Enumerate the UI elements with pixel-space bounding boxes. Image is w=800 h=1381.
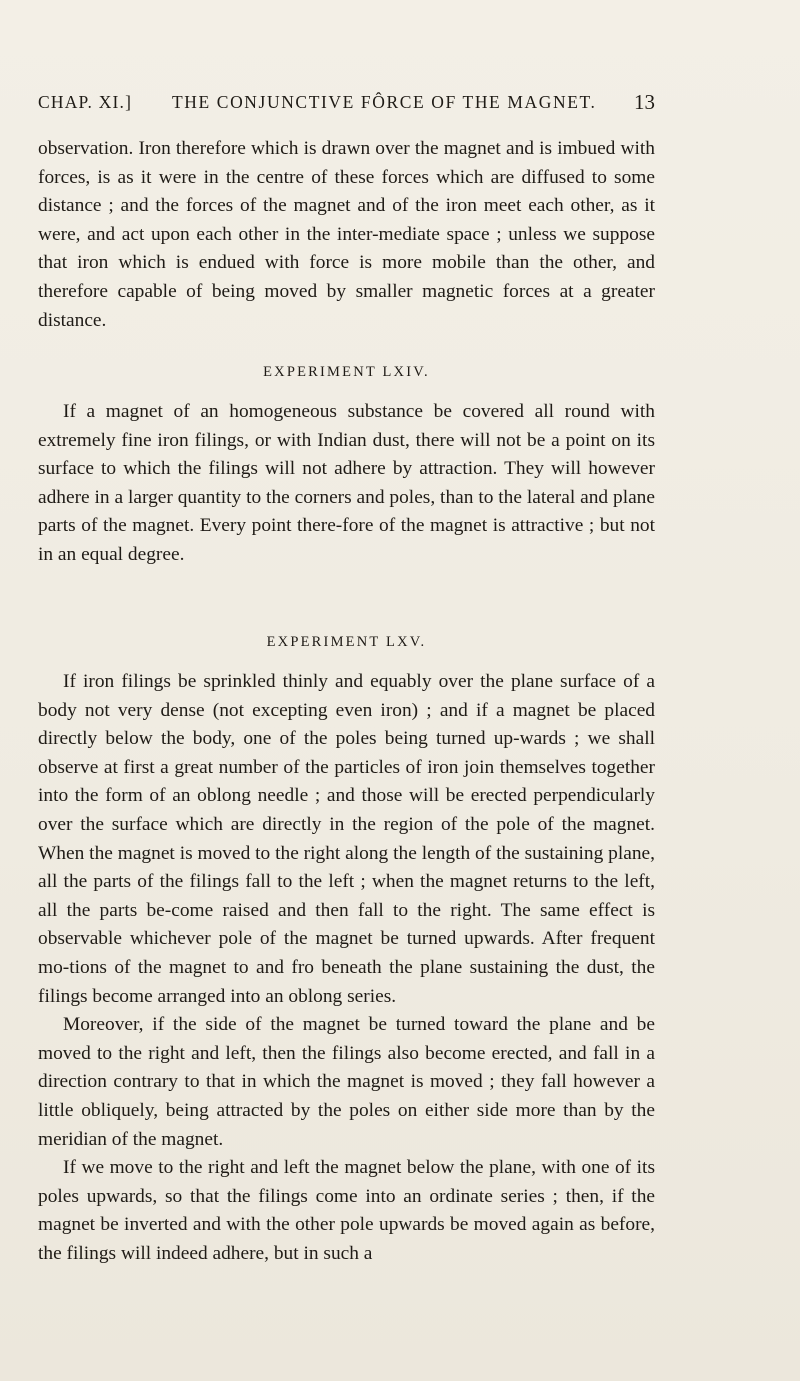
paragraph: If a magnet of an homogeneous substance be covered all round with extremely fine iron filings, or with Indian dust, there will not be a point on its surface to which the filings will not adhere by attraction. They will however adhere in a larger quantity to the corners and poles, than to the lateral and plane parts of the magnet. Every point there-fore of the magnet is attractive ; but not in an equal degree.: [38, 401, 655, 565]
paragraph-continued: observation. Iron therefore which is drawn over the magnet and is imbued with forces, is as it were in the centre of these forces which are diffused to some distance ; and the forces of the magnet and of the iron meet each other, as it were, and act upon each other in the inter-mediate space ; unless we suppose that iron which is endued with force is more mobile than the other, and therefore capable of being moved by smaller magnetic forces at a greater distance.: [38, 138, 655, 331]
page-number: 13: [634, 90, 655, 114]
paragraph: If iron filings be sprinkled thinly and equably over the plane surface of a body not very dense (not excepting even iron) ; and if a magnet be placed directly below the body, one of the poles being turned up-wards ; we shall observe at first a great number of the particles of iron join themselves together into the form of an oblong needle ; and those will be erected perpendicularly over the surface which are directly in the region of the pole of the magnet. When the magnet is moved to the right along the length of the sustaining plane, all the parts of the filings fall to the left ; when the magnet returns to the left, all the parts be-come raised and then fall to the right. The same effect is observable whichever pole of the magnet be turned upwards. After frequent mo-tions of the magnet to and fro beneath the plane sustaining the dust, the filings become arranged into an oblong series.: [38, 671, 655, 1007]
text-block-experiment-65: [38, 668, 655, 1268]
chapter-label: CHAP. XI.]: [38, 92, 133, 112]
section-heading-experiment-64: EXPERIMENT LXIV.: [263, 364, 430, 380]
text-block-intro: [38, 135, 655, 335]
paragraph: If we move to the right and left the magnet below the plane, with one of its poles upwards, so that the filings come into an ordinate series ; then, if the magnet be inverted and with the other pole upwards be moved again as before, the filings will indeed adhere, but in such a: [38, 1157, 655, 1264]
running-title: THE CONJUNCTIVE FÔRCE OF THE MAGNET.: [172, 92, 597, 112]
running-header: [38, 92, 655, 120]
section-heading-experiment-65: EXPERIMENT LXV.: [266, 634, 427, 650]
text-block-experiment-64: [38, 398, 655, 570]
paragraph: Moreover, if the side of the magnet be turned toward the plane and be moved to the right and left, then the filings also become erected, and fall in a direction contrary to that in which the magnet is moved ; they fall however a little obliquely, being attracted by the poles on either side more than by the meridian of the magnet.: [38, 1014, 655, 1150]
